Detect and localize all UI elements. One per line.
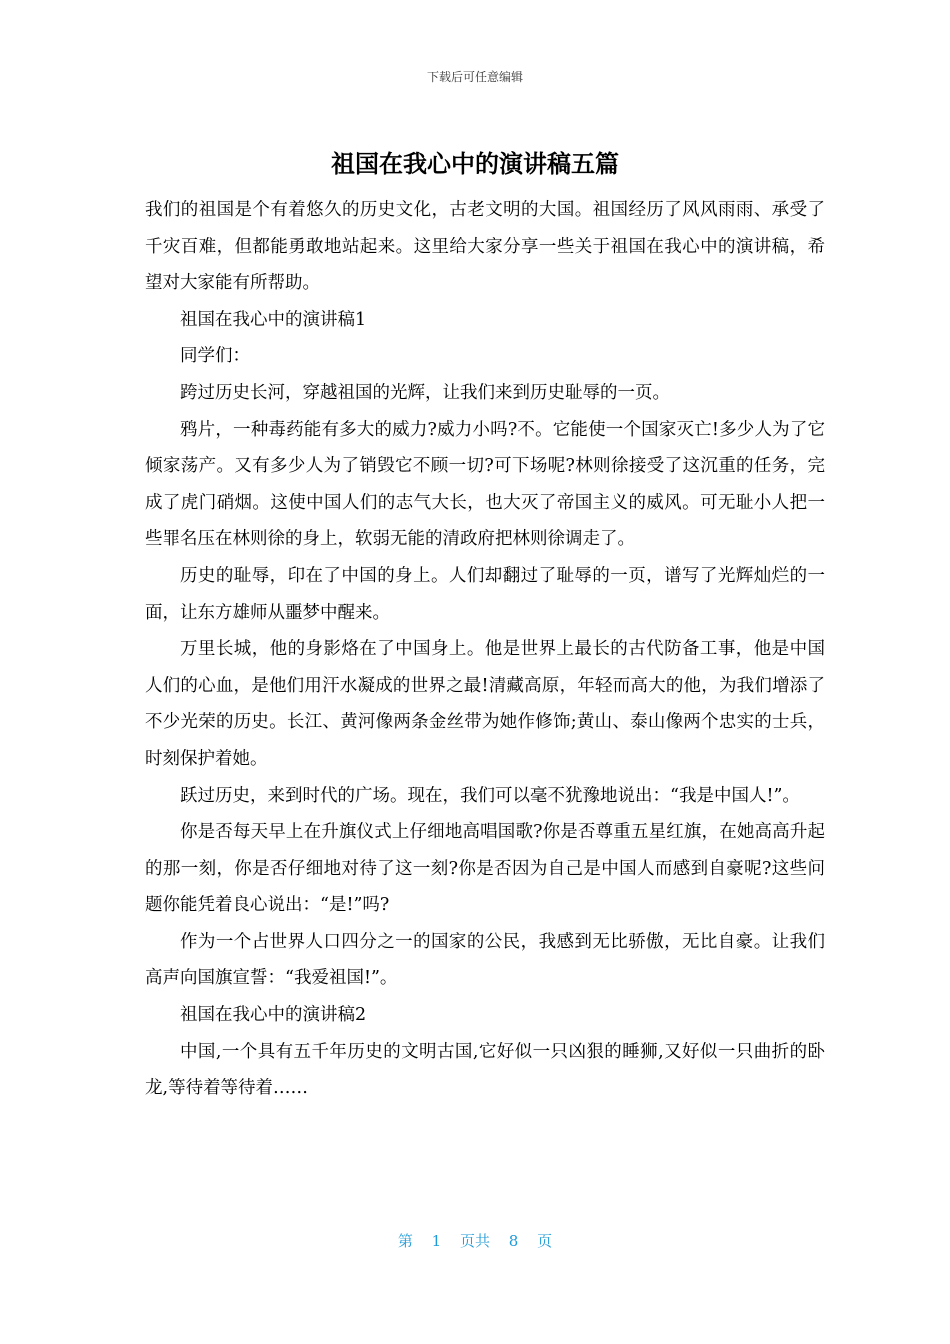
body-paragraph: 作为一个占世界人口四分之一的国家的公民，我感到无比骄傲，无比自豪。让我们高声向国旗宣誓：“我爱祖国!”。	[145, 931, 825, 989]
body-paragraph: 历史的耻辱，印在了中国的身上。人们却翻过了耻辱的一页，谱写了光辉灿烂的一面，让东方雄师从噩梦中醒来。	[145, 565, 825, 623]
section-heading-1: 祖国在我心中的演讲稿1	[180, 309, 367, 330]
page-suffix: 页	[537, 1232, 553, 1250]
page-mid: 页共	[459, 1232, 490, 1250]
body-paragraph: 万里长城，他的身影烙在了中国身上。他是世界上最长的古代防备工事，他是中国人们的心血，是他们用汗水凝成的世界之最!清藏高原，年轻而高大的他，为我们增添了不少光荣的历史。长江、黄河像两条金丝带为她作修饰;黄山、泰山像两个忠实的士兵，时刻保护着她。	[145, 639, 825, 769]
intro-paragraph: 我们的祖国是个有着悠久的历史文化，古老文明的大国。祖国经历了风风雨雨、承受了千灾百难，但都能勇敢地站起来。这里给大家分享一些关于祖国在我心中的演讲稿，希望对大家能有所帮助。	[145, 200, 825, 294]
page-prefix: 第	[397, 1232, 413, 1250]
body-paragraph: 跨过历史长河，穿越祖国的光辉，让我们来到历史耻辱的一页。	[180, 382, 670, 403]
salutation: 同学们：	[180, 346, 250, 367]
page-number: 1	[431, 1232, 442, 1250]
total-pages: 8	[508, 1232, 519, 1250]
page-footer	[0, 1230, 950, 1251]
body-paragraph: 你是否每天早上在升旗仪式上仔细地高唱国歌?你是否尊重五星红旗，在她高高升起的那一刻，你是否仔细地对待了这一刻?你是否因为自己是中国人而感到自豪呢?这些问题你能凭着良心说出：“是!”吗?	[145, 822, 825, 916]
document-body	[145, 192, 825, 1107]
body-paragraph: 中国,一个具有五千年历史的文明古国,它好似一只凶狠的睡狮,又好似一只曲折的卧龙,等待着等待着……	[145, 1041, 825, 1099]
section-heading-2: 祖国在我心中的演讲稿2	[180, 1005, 367, 1026]
document-title: 祖国在我心中的演讲稿五篇	[331, 150, 619, 178]
body-paragraph: 跃过历史，来到时代的广场。现在，我们可以毫不犹豫地说出：“我是中国人!”。	[180, 785, 800, 806]
body-paragraph: 鸦片，一种毒药能有多大的威力?威力小吗?不。它能使一个国家灭亡!多少人为了它倾家荡产。又有多少人为了销毁它不顾一切?可下场呢?林则徐接受了这沉重的任务，完成了虎门硝烟。这使中国人们的志气大长，也大灭了帝国主义的威风。可无耻小人把一些罪名压在林则徐的身上，软弱无能的清政府把林则徐调走了。	[145, 419, 825, 550]
header-note: 下载后可任意编辑	[426, 70, 523, 84]
